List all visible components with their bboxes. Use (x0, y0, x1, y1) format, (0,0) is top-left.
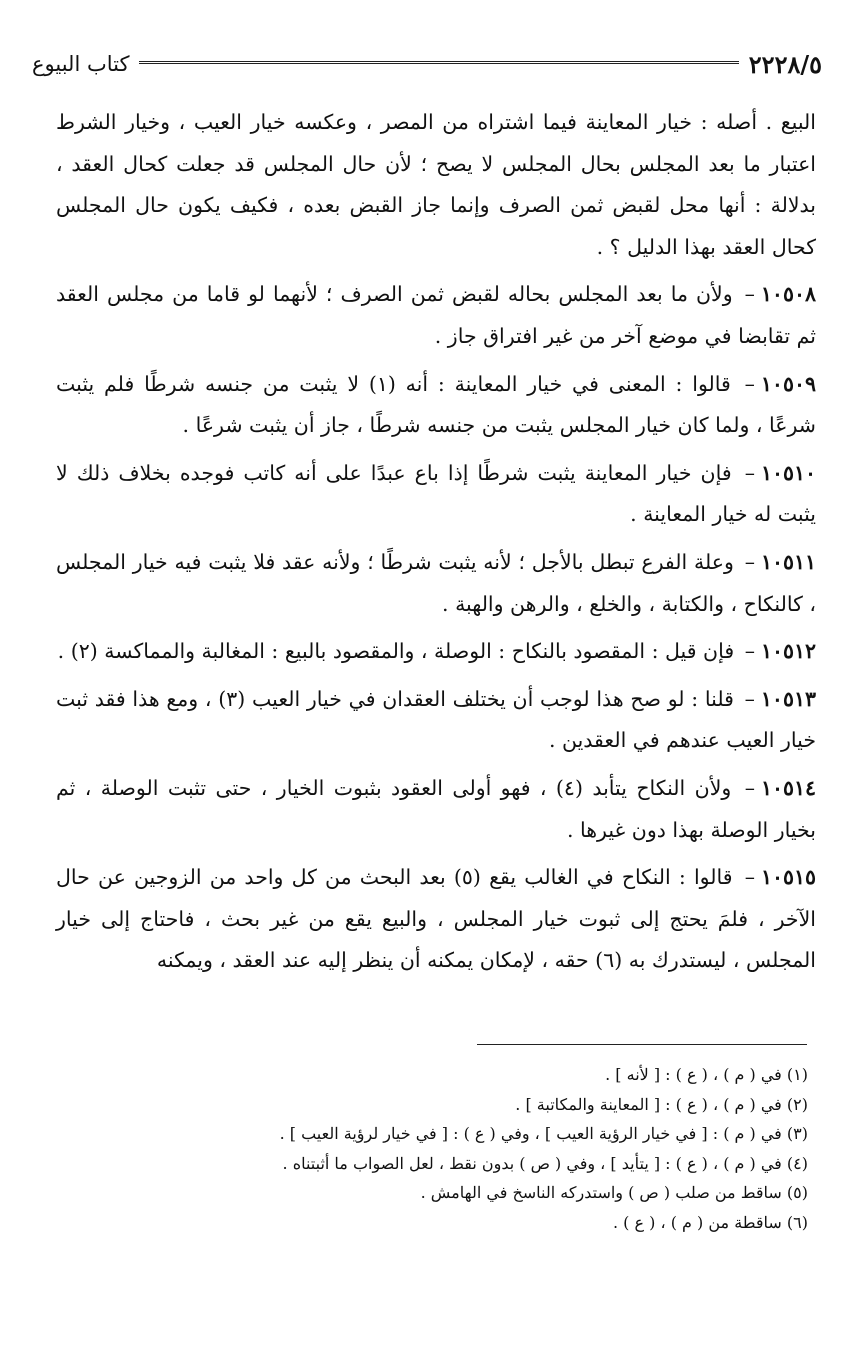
paragraph-10514 (56, 768, 816, 851)
paragraph-number: ١٠٥١٢ (760, 639, 816, 664)
footnotes (60, 1060, 808, 1237)
footnote-2: (٢) في ( م ) ، ( ع ) : [ المعاينة والمكاتبة ] . (515, 1094, 808, 1114)
paragraph-10512 (56, 631, 816, 673)
paragraph-10511 (56, 542, 816, 625)
paragraph-dash: – (744, 865, 755, 890)
paragraph-dash: – (744, 460, 755, 485)
paragraph-text: وعلة الفرع تبطل بالأجل ؛ لأنه يثبت شرطًا ؛ ولأنه عقد فلا يثبت فيه خيار المجلس ، كالنكاح ، والكتابة ، والخلع ، والرهن والهبة . (56, 549, 816, 616)
paragraph-10510 (56, 453, 816, 536)
paragraph-dash: – (744, 549, 755, 574)
paragraph-text: فإن قيل : المقصود بالنكاح : الوصلة ، والمقصود بالبيع : المغالبة والمماكسة (٢) . (57, 639, 735, 664)
intro-paragraph: البيع . أصله : خيار المعاينة فيما اشتراه من المصر ، وعكسه خيار العيب ، وخيار الشرط اعتبار ما بعد المجلس بحال المجلس لا يصح ؛ لأن حال المجلس قد جعلت كحال العقد ، بدلالة : أنها محل لقبض ثمن الصرف وإنما جاز القبض بعده ، فكيف يكون حال المجلس كحال العقد بهذا الدليل ؟ . (56, 110, 816, 259)
paragraph-dash: – (744, 775, 755, 800)
paragraph-text: ولأن ما بعد المجلس بحاله لقبض ثمن الصرف ؛ لأنهما لو قاما من مجلس العقد ثم تقابضا في موضع آخر من غير افتراق جاز . (56, 282, 816, 348)
paragraph-number: ١٠٥١٠ (760, 460, 816, 485)
main-text (56, 102, 816, 988)
paragraph-dash: – (744, 639, 755, 664)
footnote-5: (٥) ساقط من صلب ( ص ) واستدركه الناسخ في الهامش . (420, 1183, 808, 1202)
paragraph-text: قالوا : النكاح في الغالب يقع (٥) بعد البحث من كل واحد من الزوجين عن حال الآخر ، فلمَ يحتج إلى ثبوت خيار المجلس ، والبيع يقع من غير بحث ، فاحتاج إلى خيار المجلس ، ليستدرك به (٦) حقه ، لإمكان يمكنه أن ينظر إليه عند العقد ، ويمكنه (56, 865, 816, 973)
paragraph-10508 (56, 274, 816, 357)
paragraph-number: ١٠٥١١ (760, 549, 816, 574)
paragraph-10509 (56, 364, 816, 447)
footnote-separator (477, 1044, 807, 1045)
paragraph-dash: – (744, 686, 755, 711)
page-header (32, 44, 822, 84)
footnote-1: (١) في ( م ) ، ( ع ) : [ لأنه ] . (605, 1065, 808, 1084)
paragraph-number: ١٠٥١٣ (760, 686, 816, 711)
paragraph-dash: – (744, 282, 755, 307)
paragraph-text: فإن خيار المعاينة يثبت شرطًا إذا باع عبدًا على أنه كاتب فوجده بخلاف ذلك لا يثبت له خيار المعاينة . (56, 460, 816, 527)
paragraph-number: ١٠٥٠٨ (760, 282, 816, 307)
paragraph-10515 (56, 857, 816, 982)
paragraph-text: ولأن النكاح يتأبد (٤) ، فهو أولى العقود بثبوت الخيار ، حتى تثبت الوصلة ، ثم بخيار الوصلة بهذا دون غيرها . (56, 775, 816, 842)
header-rule (139, 61, 738, 67)
paragraph-text: قلنا : لو صح هذا لوجب أن يختلف العقدان في خيار العيب (٣) ، ومع هذا فقد ثبت خيار العيب عندهم في العقدين . (56, 686, 816, 753)
paragraph-10513 (56, 679, 816, 762)
book-title: كتاب البيوع (32, 52, 130, 76)
footnote-3: (٣) في ( م ) : [ في خيار الرؤية العيب ] ، وفي ( ع ) : [ في خيار لرؤية العيب ] . (279, 1124, 808, 1143)
footnote-4: (٤) في ( م ) ، ( ع ) : [ يتأيد ] ، وفي ( ص ) بدون نقط ، لعل الصواب ما أثبتناه . (282, 1153, 808, 1173)
paragraph-dash: – (744, 371, 755, 396)
paragraph-number: ١٠٥١٤ (760, 775, 816, 800)
paragraph-number: ١٠٥٠٩ (760, 371, 816, 396)
paragraph-text: قالوا : المعنى في خيار المعاينة : أنه (١) لا يثبت من جنسه شرطًا فلم يثبت شرعًا ، ولما كان خيار المجلس يثبت من جنسه شرطًا ، جاز أن يثبت شرعًا . (56, 371, 816, 438)
paragraph-number: ١٠٥١٥ (760, 865, 816, 890)
page-number: ٢٢٢٨/٥ (748, 49, 822, 79)
footnote-6: (٦) ساقطة من ( م ) ، ( ع ) . (613, 1212, 808, 1232)
